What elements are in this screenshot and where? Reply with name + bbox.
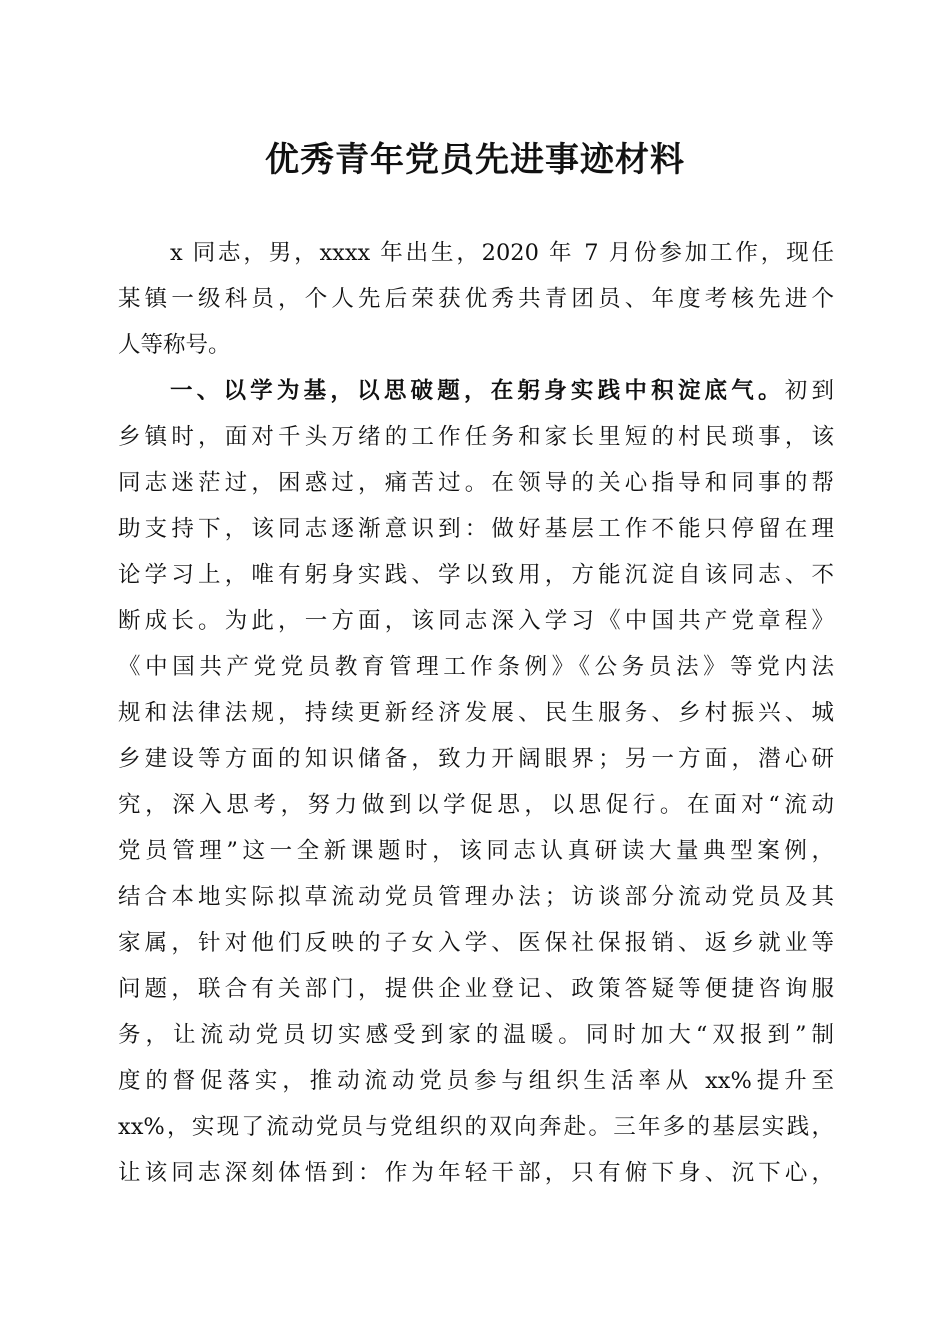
section-heading-line — [118, 376, 834, 406]
paragraph-line: 断成长。为此，一方面，该同志深入学习《中国共产党章程》 — [118, 608, 834, 634]
paragraph-line: 某镇一级科员，个人先后荣获优秀共青团员、年度考核先进个 — [118, 286, 834, 312]
paragraph-line: 同志迷茫过，困惑过，痛苦过。在领导的关心指导和同事的帮 — [118, 470, 834, 496]
paragraph-line: 论学习上，唯有躬身实践、学以致用，方能沉淀自该同志、不 — [118, 562, 834, 588]
paragraph-line: 究，深入思考，努力做到以学促思，以思促行。在面对“流动 — [118, 792, 834, 818]
paragraph-line: 务，让流动党员切实感受到家的温暖。同时加大“双报到”制 — [118, 1022, 834, 1048]
paragraph-line: 乡建设等方面的知识储备，致力开阔眼界；另一方面，潜心研 — [118, 746, 834, 772]
paragraph-line: 结合本地实际拟草流动党员管理办法；访谈部分流动党员及其 — [118, 884, 834, 910]
paragraph-line: xx%，实现了流动党员与党组织的双向奔赴。三年多的基层实践， — [118, 1114, 834, 1140]
paragraph-line: 让该同志深刻体悟到：作为年轻干部，只有俯下身、沉下心， — [118, 1160, 834, 1186]
section-lead-text: 初到 — [784, 378, 834, 404]
paragraph-line: 党员管理”这一全新课题时，该同志认真研读大量典型案例， — [118, 838, 834, 864]
paragraph-line: 规和法律法规，持续更新经济发展、民生服务、乡村振兴、城 — [118, 700, 834, 726]
paragraph-line: 度的督促落实，推动流动党员参与组织生活率从 xx%提升至 — [118, 1068, 834, 1094]
paragraph-line: 人等称号。 — [118, 332, 231, 358]
paragraph-line: 《中国共产党党员教育管理工作条例》《公务员法》等党内法 — [118, 654, 834, 680]
paragraph-line: 乡镇时，面对千头万绪的工作任务和家长里短的村民琐事，该 — [118, 424, 834, 450]
paragraph-line: x 同志，男，xxxx 年出生，2020 年 7 月份参加工作，现任 — [170, 240, 834, 266]
paragraph-line: 助支持下，该同志逐渐意识到：做好基层工作不能只停留在理 — [118, 516, 834, 542]
paragraph-line: 问题，联合有关部门，提供企业登记、政策答疑等便捷咨询服 — [118, 976, 834, 1002]
document-title: 优秀青年党员先进事迹材料 — [265, 140, 685, 180]
section-heading: 一、以学为基，以思破题，在躬身实践中积淀底气。 — [170, 378, 785, 404]
paragraph-line: 家属，针对他们反映的子女入学、医保社保报销、返乡就业等 — [118, 930, 834, 956]
